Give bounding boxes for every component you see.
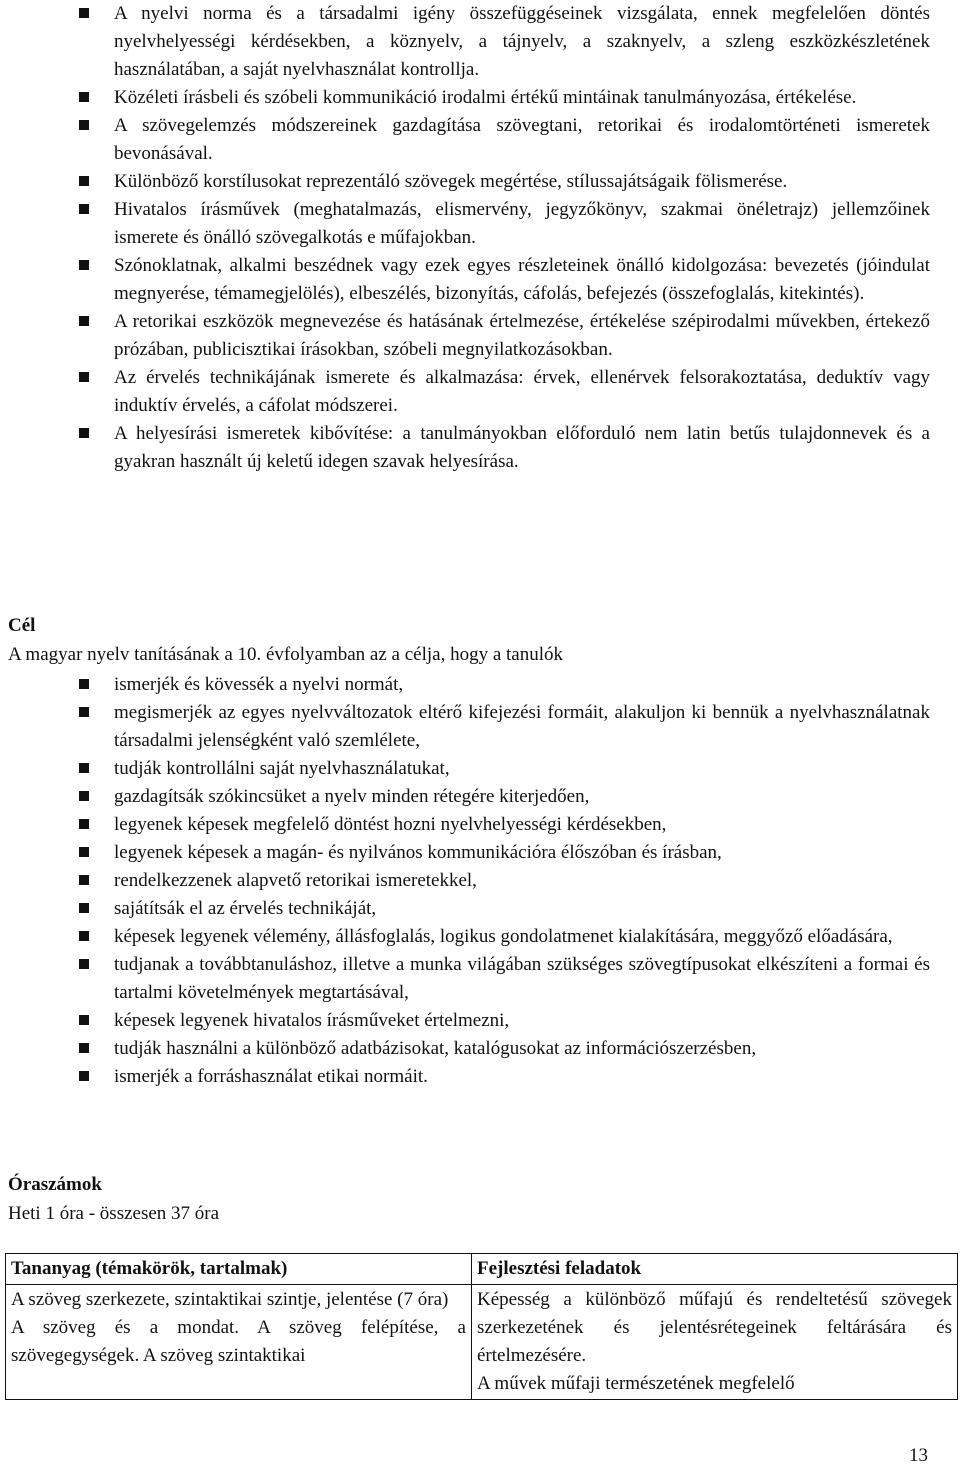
list-item-text: gazdagítsák szókincsüket a nyelv minden rétegére kiterjedően, bbox=[114, 786, 590, 807]
list-item-text: tudják használni a különböző adatbázisokat, katalógusokat az információszerzésben, bbox=[114, 1038, 757, 1059]
curriculum-table bbox=[5, 1253, 958, 1400]
square-bullet-icon bbox=[79, 931, 89, 941]
square-bullet-icon bbox=[79, 8, 89, 18]
fejlesztesi-cell bbox=[472, 1285, 958, 1400]
square-bullet-icon bbox=[79, 1071, 89, 1081]
list-item-text: sajátítsák el az érvelés technikáját, bbox=[114, 898, 377, 919]
list-item-text: legyenek képesek a magán- és nyilvános kommunikációra élőszóban és írásban, bbox=[114, 842, 722, 863]
square-bullet-icon bbox=[79, 875, 89, 885]
list-item bbox=[0, 1035, 960, 1063]
list-item bbox=[0, 923, 960, 951]
fejlesztesi-line-1: Képesség a különböző műfajú és rendeltetésű szövegek szerkezetének és jelentésrétegeinek feltárására és értelmezésére. bbox=[477, 1289, 952, 1366]
list-item-text: A helyesírási ismeretek kibővítése: a tanulmányokban előforduló nem latin betűs tulajdonnevek és a gyakran használt új keletű idegen szavak helyesírása. bbox=[114, 423, 930, 472]
cel-heading: Cél bbox=[8, 615, 36, 636]
square-bullet-icon bbox=[79, 176, 89, 186]
list-item bbox=[0, 0, 960, 84]
square-bullet-icon bbox=[79, 959, 89, 969]
list-item bbox=[0, 308, 960, 364]
tananyag-line-1: A szöveg szerkezete, szintaktikai szintje, jelentése (7 óra) bbox=[11, 1289, 449, 1310]
square-bullet-icon bbox=[79, 1015, 89, 1025]
page-number: 13 bbox=[909, 1445, 928, 1466]
list-item bbox=[0, 84, 960, 112]
list-item bbox=[0, 867, 960, 895]
list-item bbox=[0, 811, 960, 839]
list-item bbox=[0, 839, 960, 867]
list-item-text: A szövegelemzés módszereinek gazdagítása szövegtani, retorikai és irodalomtörténeti ismeretek bevonásával. bbox=[114, 115, 930, 164]
oraszamok-text: Heti 1 óra - összesen 37 óra bbox=[8, 1203, 220, 1224]
table-row bbox=[6, 1285, 958, 1400]
list-item bbox=[0, 895, 960, 923]
list-item bbox=[0, 671, 960, 699]
square-bullet-icon bbox=[79, 847, 89, 857]
cel-bullet-list bbox=[0, 671, 960, 1091]
list-item bbox=[0, 699, 960, 755]
list-item bbox=[0, 420, 960, 476]
list-item bbox=[0, 112, 960, 168]
list-item-text: Hivatalos írásművek (meghatalmazás, elismervény, jegyzőkönyv, szakmai önéletrajz) jellemzőinek ismerete és önálló szövegalkotás e műfajokban. bbox=[114, 199, 930, 248]
list-item-text: képesek legyenek hivatalos írásműveket értelmezni, bbox=[114, 1010, 510, 1031]
list-item-text: ismerjék és kövessék a nyelvi normát, bbox=[114, 674, 404, 695]
header-fejlesztesi: Fejlesztési feladatok bbox=[472, 1254, 958, 1285]
list-item-text: Különböző korstílusokat reprezentáló szövegek megértése, stílussajátságaik fölismerése. bbox=[114, 171, 788, 192]
list-item-text: A retorikai eszközök megnevezése és hatásának értelmezése, értékelése szépirodalmi művekben, értekező prózában, publicisztikai írásokban, szóbeli megnyilatkozásokban. bbox=[114, 311, 930, 360]
list-item bbox=[0, 951, 960, 1007]
square-bullet-icon bbox=[79, 92, 89, 102]
list-item-text: tudjanak a továbbtanuláshoz, illetve a munka világában szükséges szövegtípusokat elkészíteni a formai és tartalmi követelmények megtartásával, bbox=[114, 954, 930, 1003]
list-item-text: A nyelvi norma és a társadalmi igény összefüggéseinek vizsgálata, ennek megfelelően döntés nyelvhelyességi kérdésekben, a köznyelv, a tájnyelv, a szaknyelv, a szleng eszközkészletének használatában, a saját nyelvhasználat kontrollja. bbox=[114, 3, 930, 80]
square-bullet-icon bbox=[79, 707, 89, 717]
square-bullet-icon bbox=[79, 791, 89, 801]
tananyag-line-2: A szöveg és a mondat. A szöveg felépítése, a szövegegységek. A szöveg szintaktikai bbox=[11, 1317, 466, 1366]
list-item bbox=[0, 196, 960, 252]
list-item bbox=[0, 755, 960, 783]
list-item bbox=[0, 168, 960, 196]
list-item-text: tudják kontrollálni saját nyelvhasználatukat, bbox=[114, 758, 450, 779]
square-bullet-icon bbox=[79, 372, 89, 382]
top-bullet-list bbox=[0, 0, 960, 476]
fejlesztesi-line-2: A művek műfaji természetének megfelelő bbox=[477, 1373, 795, 1394]
square-bullet-icon bbox=[79, 316, 89, 326]
oraszamok-heading: Óraszámok bbox=[8, 1174, 102, 1195]
square-bullet-icon bbox=[79, 204, 89, 214]
list-item bbox=[0, 364, 960, 420]
list-item bbox=[0, 1007, 960, 1035]
list-item-text: Szónoklatnak, alkalmi beszédnek vagy ezek egyes részleteinek önálló kidolgozása: bevezetés (jóindulat megnyerése, témamegjelölés), elbeszélés, bizonyítás, cáfolás, befejezés (összefoglalás, kitekintés). bbox=[114, 255, 930, 304]
list-item-text: ismerjék a forráshasználat etikai normáit. bbox=[114, 1066, 428, 1087]
square-bullet-icon bbox=[79, 1043, 89, 1053]
square-bullet-icon bbox=[79, 819, 89, 829]
square-bullet-icon bbox=[79, 260, 89, 270]
table-header-row bbox=[6, 1254, 958, 1285]
list-item-text: képesek legyenek vélemény, állásfoglalás, logikus gondolatmenet kialakítására, meggyőző előadására, bbox=[114, 926, 893, 947]
square-bullet-icon bbox=[79, 763, 89, 773]
tananyag-cell bbox=[6, 1285, 472, 1400]
list-item bbox=[0, 783, 960, 811]
curriculum-table-wrap bbox=[5, 1253, 958, 1400]
square-bullet-icon bbox=[79, 428, 89, 438]
list-item bbox=[0, 252, 960, 308]
list-item-text: Az érvelés technikájának ismerete és alkalmazása: érvek, ellenérvek felsorakoztatása, deduktív vagy induktív érvelés, a cáfolat módszerei. bbox=[114, 367, 930, 416]
list-item-text: megismerjék az egyes nyelvváltozatok eltérő kifejezési formáit, alakuljon ki bennük a nyelvhasználatnak társadalmi jelenségként való szemlélete, bbox=[114, 702, 930, 751]
list-item-text: Közéleti írásbeli és szóbeli kommunikáció irodalmi értékű mintáinak tanulmányozása, értékelése. bbox=[114, 87, 857, 108]
cel-intro: A magyar nyelv tanításának a 10. évfolyamban az a célja, hogy a tanulók bbox=[8, 644, 564, 665]
list-item-text: rendelkezzenek alapvető retorikai ismeretekkel, bbox=[114, 870, 477, 891]
square-bullet-icon bbox=[79, 679, 89, 689]
square-bullet-icon bbox=[79, 903, 89, 913]
header-tananyag: Tananyag (témakörök, tartalmak) bbox=[6, 1254, 472, 1285]
list-item bbox=[0, 1063, 960, 1091]
list-item-text: legyenek képesek megfelelő döntést hozni nyelvhelyességi kérdésekben, bbox=[114, 814, 667, 835]
square-bullet-icon bbox=[79, 120, 89, 130]
